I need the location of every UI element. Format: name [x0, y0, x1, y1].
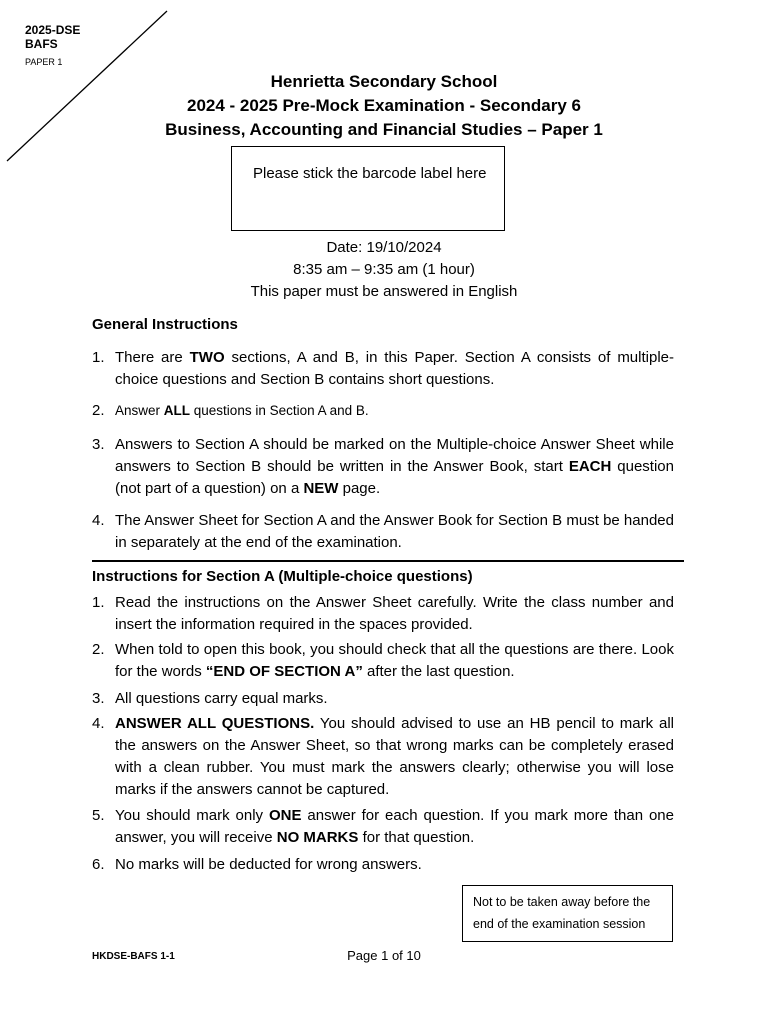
item-number: 1. — [92, 594, 105, 611]
general-item-1 — [92, 347, 674, 391]
item-text: You should mark only ONE answer for each question. If you mark more than one answer, you will receive NO MARKS for that question. — [115, 807, 674, 846]
item-number: 4. — [92, 512, 105, 529]
section-a-item-6 — [92, 854, 674, 876]
general-item-3 — [92, 434, 674, 500]
general-instructions-heading: General Instructions — [92, 316, 238, 333]
item-number: 5. — [92, 807, 105, 824]
general-item-4 — [92, 510, 674, 554]
item-text: Read the instructions on the Answer Sheet carefully. Write the class number and insert the information required in the spaces provided. — [115, 594, 674, 633]
paper-code-year: 2025-DSE — [25, 23, 81, 37]
section-divider — [92, 560, 684, 562]
paper-code-subject: BAFS — [25, 37, 58, 51]
section-a-item-4 — [92, 713, 674, 801]
item-text: ANSWER ALL QUESTIONS. You should advised to use an HB pencil to mark all the answers on the Answer Sheet, so that wrong marks can be completely erased with a clean rubber. You must mark the answers clearly; otherwise you will lose marks if the answers cannot be captured. — [115, 715, 675, 798]
item-number: 4. — [92, 715, 105, 732]
item-text: When told to open this book, you should check that all the questions are there. Look for the words “END OF SECTION A” after the last question. — [115, 641, 674, 680]
item-number: 2. — [92, 641, 105, 658]
notice-line-2: end of the examination session — [473, 917, 646, 931]
item-number: 6. — [92, 856, 105, 873]
item-text: All questions carry equal marks. — [115, 690, 328, 707]
item-number: 2. — [92, 402, 105, 419]
item-number: 3. — [92, 436, 105, 453]
notice-box — [462, 885, 673, 942]
section-a-item-1 — [92, 592, 674, 636]
barcode-box — [231, 146, 505, 231]
section-a-item-3 — [92, 688, 674, 710]
page-number: Page 1 of 10 — [347, 948, 421, 963]
item-number: 1. — [92, 349, 105, 366]
item-number: 3. — [92, 690, 105, 707]
item-text: No marks will be deducted for wrong answers. — [115, 856, 422, 873]
subject-title: Business, Accounting and Financial Studies – Paper 1 — [165, 120, 603, 139]
section-a-item-5 — [92, 805, 674, 849]
section-a-heading: Instructions for Section A (Multiple-choice questions) — [92, 568, 473, 585]
item-text: Answers to Section A should be marked on the Multiple-choice Answer Sheet while answers to Section B should be written in the Answer Book, start EACH question (not part of a question) on a NEW page. — [115, 436, 674, 497]
exam-time: 8:35 am – 9:35 am (1 hour) — [293, 261, 475, 278]
general-item-2 — [92, 400, 674, 422]
exam-language: This paper must be answered in English — [250, 283, 518, 300]
section-a-item-2 — [92, 639, 674, 683]
barcode-label: Please stick the barcode label here — [253, 165, 487, 182]
item-text: There are TWO sections, A and B, in this Paper. Section A consists of multiple-choice questions and Section B contains short questions. — [115, 349, 674, 388]
exam-date: Date: 19/10/2024 — [326, 239, 442, 256]
school-name: Henrietta Secondary School — [270, 72, 498, 91]
item-text: Answer ALL questions in Section A and B. — [115, 403, 369, 418]
notice-line-1: Not to be taken away before the — [473, 895, 651, 909]
footer-paper-code: HKDSE-BAFS 1-1 — [92, 951, 175, 962]
exam-title: 2024 - 2025 Pre-Mock Examination - Secondary 6 — [186, 96, 581, 115]
item-text: The Answer Sheet for Section A and the Answer Book for Section B must be handed in separately at the end of the examination. — [115, 512, 674, 551]
paper-number: PAPER 1 — [25, 57, 63, 67]
